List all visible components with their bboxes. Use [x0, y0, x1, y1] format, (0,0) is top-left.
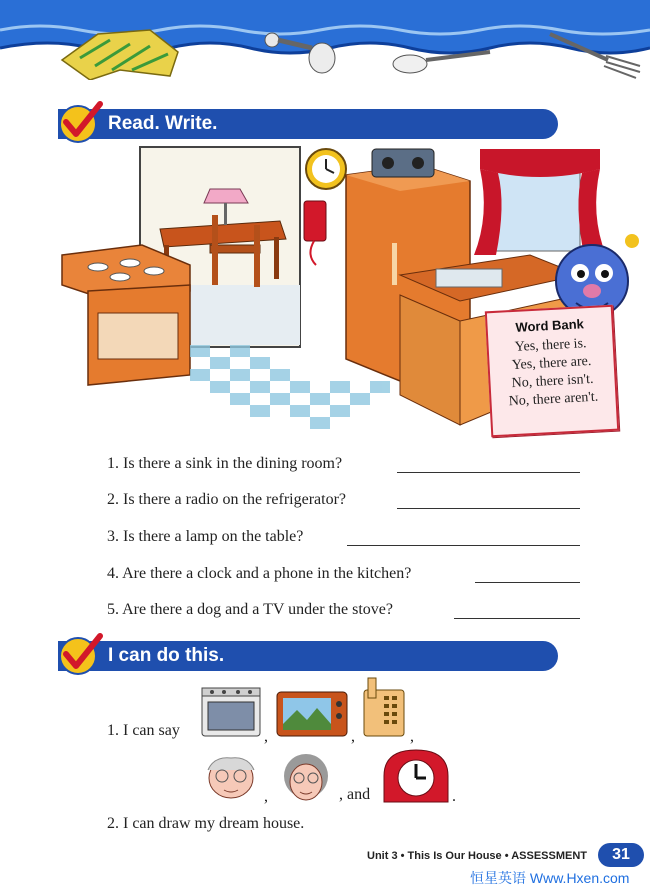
grandfather-icon — [200, 752, 262, 802]
section-title: Read. Write. — [108, 113, 218, 134]
and-text: , and — [339, 786, 371, 803]
radio-icon — [372, 149, 434, 177]
grandmother-icon — [275, 752, 337, 804]
water-banner — [0, 0, 650, 80]
word-bank-item: No, there isn't. — [511, 371, 594, 392]
section-header-read-write — [58, 109, 558, 139]
checkmark-icon — [56, 632, 104, 676]
wall-phone-icon — [304, 201, 326, 265]
checkmark-icon — [56, 100, 104, 144]
phone-icon — [360, 676, 410, 738]
can-do-item-1: 1. I can say — [107, 722, 180, 739]
tv-icon — [275, 690, 349, 738]
footer-unit-label: Unit 3 • This Is Our House • ASSESSMENT — [367, 850, 587, 862]
clock-icon — [380, 748, 452, 804]
question-3: 3. Is there a lamp on the table? — [107, 528, 304, 545]
question-1: 1. Is there a sink in the dining room? — [107, 455, 343, 472]
spoon-icon — [393, 52, 490, 73]
answer-blank-1[interactable] — [397, 472, 580, 473]
answer-blank-2[interactable] — [397, 508, 580, 509]
word-bank-item: No, there aren't. — [508, 389, 599, 410]
watermark: 恒星英语 Www.Hxen.com — [470, 870, 630, 886]
question-2: 2. Is there a radio on the refrigerator? — [107, 491, 346, 508]
word-bank-item: Yes, there are. — [511, 353, 592, 374]
can-do-item-2: 2. I can draw my dream house. — [107, 815, 305, 832]
word-bank — [485, 305, 619, 438]
page-number: 31 — [598, 843, 644, 867]
answer-blank-4[interactable] — [475, 582, 580, 583]
section-header-can-do — [58, 641, 558, 671]
stove-icon — [62, 245, 190, 385]
comma: , — [264, 728, 268, 745]
period: . — [452, 788, 456, 805]
comma: , — [264, 788, 268, 805]
comma: , — [410, 728, 414, 745]
section-title: I can do this. — [108, 645, 225, 666]
wall-clock-icon — [306, 149, 346, 189]
stove-icon — [200, 686, 262, 738]
comma: , — [351, 728, 355, 745]
word-bank-title: Word Bank — [515, 316, 585, 335]
answer-blank-3[interactable] — [347, 545, 580, 546]
question-5: 5. Are there a dog and a TV under the stove? — [107, 601, 393, 618]
question-4: 4. Are there a clock and a phone in the kitchen? — [107, 565, 412, 582]
window-curtain-icon — [474, 149, 606, 255]
word-bank-item: Yes, there is. — [514, 336, 587, 355]
answer-blank-5[interactable] — [454, 618, 580, 619]
